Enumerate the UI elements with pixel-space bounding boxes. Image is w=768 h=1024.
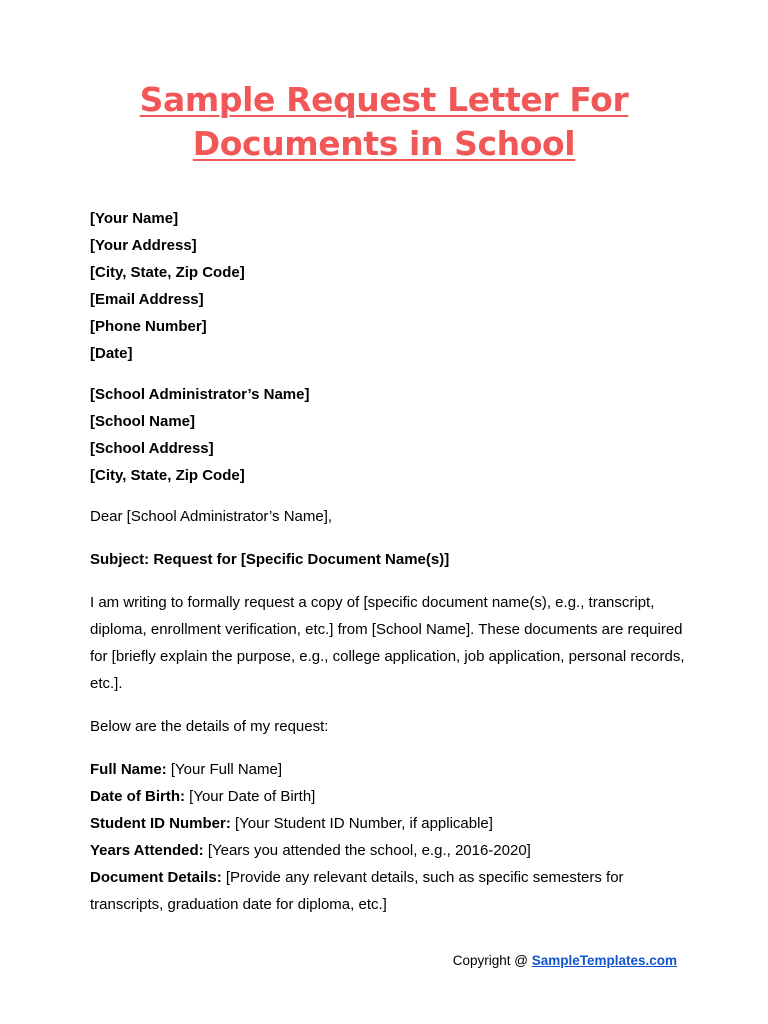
detail-value: [Provide any relevant details, such as specific semesters for transcripts, graduation date for diploma, etc.] <box>90 869 624 913</box>
sender-address: [Your Address] <box>90 237 197 254</box>
title-line-2: Documents in School <box>192 124 576 163</box>
detail-label: Full Name: <box>90 761 167 778</box>
detail-label: Student ID Number: <box>90 815 231 832</box>
detail-full-name <box>90 756 690 783</box>
sender-city-state-zip: [City, State, Zip Code] <box>90 264 245 281</box>
subject-line: Subject: Request for [Specific Document Name(s)] <box>90 551 450 568</box>
letter-body <box>90 205 690 918</box>
document-title <box>0 78 768 166</box>
title-line-1: Sample Request Letter For <box>139 80 629 119</box>
recipient-city-state-zip: [City, State, Zip Code] <box>90 467 245 484</box>
details-list <box>90 756 690 918</box>
detail-student-id <box>90 810 690 837</box>
sender-phone: [Phone Number] <box>90 318 207 335</box>
salutation: Dear [School Administrator’s Name], <box>90 508 333 525</box>
detail-document-details <box>90 864 690 918</box>
recipient-school-name: [School Name] <box>90 413 196 430</box>
sender-date: [Date] <box>90 345 133 362</box>
copyright-footer <box>453 953 677 968</box>
recipient-block <box>90 381 690 489</box>
sampletemplates-link[interactable]: SampleTemplates.com <box>531 953 677 968</box>
sender-name: [Your Name] <box>90 210 179 227</box>
copyright-prefix: Copyright @ <box>452 953 532 968</box>
detail-value: [Your Student ID Number, if applicable] <box>230 815 493 832</box>
detail-label: Date of Birth: <box>90 788 185 805</box>
sender-block <box>90 205 690 367</box>
detail-value: [Your Date of Birth] <box>185 788 316 805</box>
details-intro: Below are the details of my request: <box>90 718 329 735</box>
detail-date-of-birth <box>90 783 690 810</box>
detail-value: [Your Full Name] <box>166 761 283 778</box>
detail-label: Document Details: <box>90 869 222 886</box>
recipient-name: [School Administrator’s Name] <box>90 386 310 403</box>
detail-label: Years Attended: <box>90 842 204 859</box>
detail-value: [Years you attended the school, e.g., 2016-2020] <box>203 842 531 859</box>
detail-years-attended <box>90 837 690 864</box>
body-paragraph: I am writing to formally request a copy of [specific document name(s), e.g., transcript, diploma, enrollment verification, etc.] from [School Name]. These documents are required for [briefly explain the purpose, e.g., college application, job application, personal records, etc.]. <box>90 594 685 692</box>
sender-email: [Email Address] <box>90 291 204 308</box>
recipient-school-address: [School Address] <box>90 440 214 457</box>
